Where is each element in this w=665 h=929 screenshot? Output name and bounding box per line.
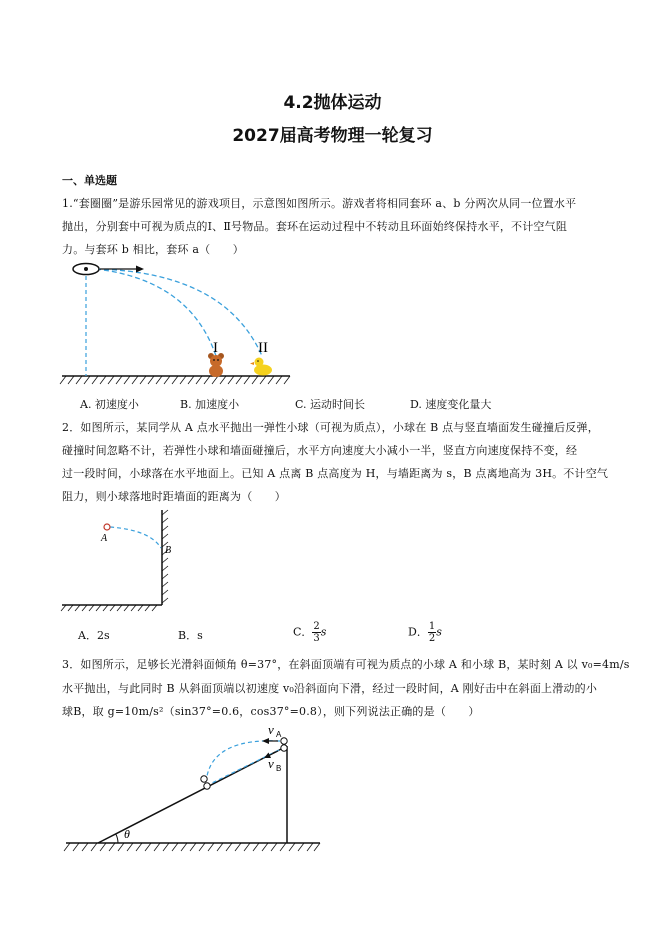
q2-option-a: A．2s [78, 629, 110, 642]
q2-label-b: B [165, 545, 172, 556]
q2-line-1: 2．如图所示，某同学从 A 点水平抛出一弹性小球（可视为质点），小球在 B 点与竖直墙面发生碰撞后反弹， [62, 421, 599, 434]
q2-line-3: 过一段时间，小球落在水平地面上。已知 A 点离 B 点高度为 H，与墙距离为 s，B 点离地高为 3H。不计空气 [62, 467, 609, 480]
q2-option-c-var: s [320, 625, 327, 639]
q3-line-2: 水平抛出，与此同时 B 从斜面顶端以初速度 v₀沿斜面向下滑，经过一段时间，A 刚好击中在斜面上滑动的小 [62, 682, 598, 695]
q3-ball-b-end-icon [204, 783, 210, 789]
q3-label-va-sub: A [276, 730, 282, 739]
q3-line-1: 3．如图所示，足够长光滑斜面倾角 θ=37°，在斜面顶端有可视为质点的小球 A 和小球 B，某时刻 A 以 v₀=4m/s [62, 658, 630, 671]
q2-option-d-denominator: 2 [428, 633, 436, 644]
q1-option-a: A. 初速度小 [80, 398, 139, 411]
page-subtitle: 2027届高考物理一轮复习 [232, 126, 433, 146]
page-title: 4.2抛体运动 [283, 93, 382, 113]
q3-label-theta: θ [124, 827, 130, 841]
q2-line-4: 阻力，则小球落地时距墙面的距离为（ ） [62, 490, 286, 503]
section-heading: 一、单选题 [62, 174, 117, 187]
q1-option-c: C. 运动时间长 [295, 398, 366, 411]
q1-label-1: I [213, 340, 218, 356]
q1-line-3: 力。与套环 b 相比，套环 a（ ） [62, 243, 244, 256]
q2-option-d-label: D． [408, 625, 428, 639]
q2-option-c-numerator: 2 [313, 621, 320, 632]
q1-option-b: B. 加速度小 [180, 398, 240, 411]
q3-line-3: 球B，取 g=10m/s²（sin37°=0.6，cos37°=0.8），则下列说法正确的是（ ） [62, 705, 480, 718]
q3-label-vb: v [268, 756, 274, 771]
q1-line-2: 抛出，分别套中可视为质点的Ⅰ、Ⅱ号物品。套环在运动过程中不转动且环面始终保持水平，不计空气阻 [62, 220, 568, 233]
q3-ground-hatch [64, 843, 320, 851]
q3-label-va: v [268, 722, 274, 737]
q2-option-d-numerator: 1 [428, 621, 436, 632]
q2-option-c-denominator: 3 [313, 633, 320, 644]
q1-option-d: D. 速度变化量大 [410, 398, 492, 411]
q2-label-a: A [101, 533, 108, 544]
q3-ball-b-icon [281, 745, 287, 751]
q2-option-c-label: C． [293, 625, 313, 639]
q3-ball-a-icon [281, 738, 287, 744]
q2-option-b: B．s [178, 629, 203, 642]
q3-label-vb-sub: B [276, 764, 282, 773]
q2-line-2: 碰撞时间忽略不计，若弹性小球和墙面碰撞后，水平方向速度大小减小一半，竖直方向速度保持不变，经 [62, 444, 578, 457]
q1-label-2: II [258, 340, 268, 356]
q3-ball-a-end-icon [201, 776, 207, 782]
q2-option-d-var: s [436, 625, 442, 639]
q1-line-1: 1.“套圈圈”是游乐园常见的游戏项目，示意图如图所示。游戏者将相同套环 a、b 分两次从同一位置水平 [62, 197, 577, 210]
